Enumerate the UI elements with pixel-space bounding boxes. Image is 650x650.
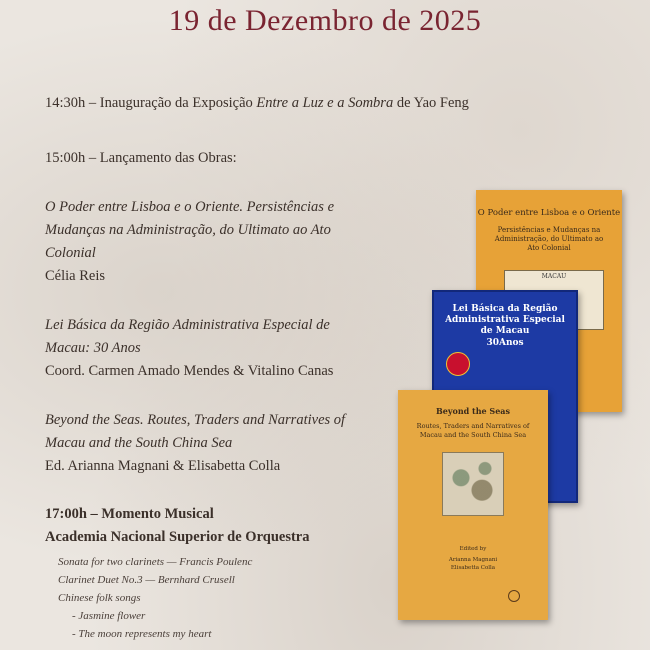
book-3-author: Ed. Arianna Magnani & Elisabetta Colla [45, 458, 281, 474]
cover-2-subtitle: 30Anos [486, 338, 524, 348]
program-item: - The moon represents my heart [72, 628, 212, 640]
exhibition-work: Entre a Luz e a Sombra [256, 95, 394, 111]
book-2-title [45, 314, 377, 360]
exhibition-time: 14:30h – Inauguração da Exposição [45, 95, 257, 111]
book-1-line: Colonial [45, 245, 96, 261]
exhibition-line [45, 95, 469, 112]
cover-3-subtitle: Routes, Traders and Narratives of Macau and the South China Sea [416, 422, 530, 439]
book-2-line: Lei Básica da Região Administrativa Especial de [45, 317, 330, 333]
cover-3-editors: Arianna Magnani Elisabetta Colla [448, 557, 498, 571]
cover-1-title: O Poder entre Lisboa e o Oriente [477, 208, 621, 218]
book-1-title [45, 196, 377, 265]
exhibition-artist: de Yao Feng [393, 95, 469, 111]
page-title: 19 de Dezembro de 2025 [168, 4, 482, 37]
book-1-line: Mudanças na Administração, do Ultimato ao Ato [45, 222, 331, 238]
music-heading: 17:00h – Momento Musical [45, 506, 214, 522]
emblem-icon [446, 352, 470, 376]
orchestra-name: Academia Nacional Superior de Orquestra [45, 529, 310, 545]
cover-2-title: Lei Básica da Região Administrativa Especial de Macau [445, 304, 565, 336]
book-1-author: Célia Reis [45, 268, 106, 284]
program-item: - Jasmine flower [72, 610, 146, 622]
cover-3-title: Beyond the Seas [436, 406, 510, 416]
program-item: Clarinet Duet No.3 — Bernhard Crusell [58, 574, 235, 586]
book-1-line: O Poder entre Lisboa e o Oriente. Persistências e [45, 199, 335, 215]
cover-1-subtitle: Persistências e Mudanças na Administração, do Ultimato ao Ato Colonial [494, 226, 604, 252]
book-2-line: Macau: 30 Anos [45, 340, 141, 356]
map-illustration [442, 452, 504, 516]
cover-1-photo-label: MACAU [541, 273, 567, 280]
program-item: Sonata for two clarinets — Francis Poulenc [58, 556, 253, 568]
book-cover-beyond-the-seas [398, 390, 548, 620]
book-3-line: Macau and the South China Sea [45, 435, 233, 451]
book-3-title [45, 409, 377, 455]
cover-3-edited-by: Edited by [459, 546, 487, 552]
publisher-logo-icon [508, 590, 520, 602]
launch-heading: 15:00h – Lançamento das Obras: [45, 150, 237, 166]
book-3-line: Beyond the Seas. Routes, Traders and Narratives of [45, 412, 346, 428]
program-item: Chinese folk songs [58, 592, 141, 604]
book-2-author: Coord. Carmen Amado Mendes & Vitalino Canas [45, 363, 334, 379]
